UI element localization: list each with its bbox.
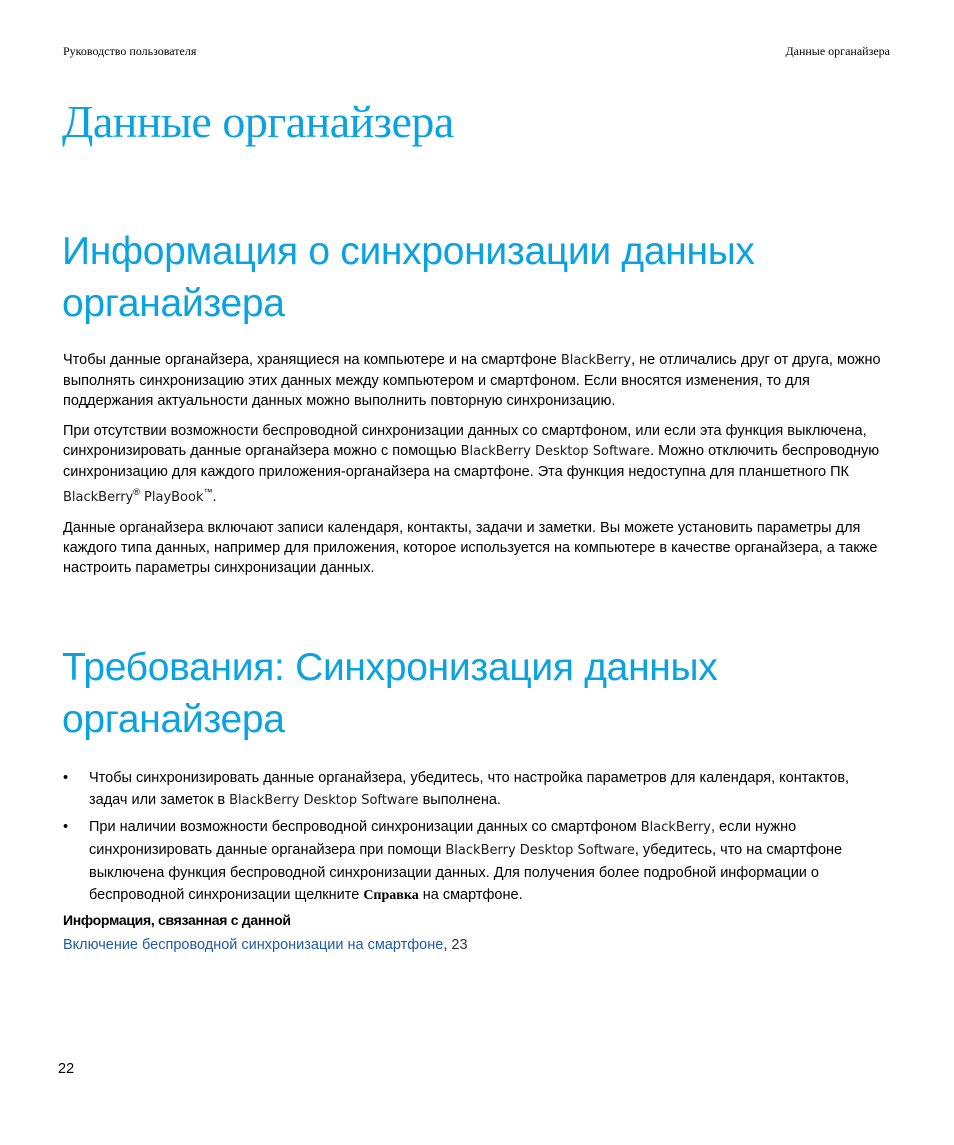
trademark-mark: ™ xyxy=(203,487,213,497)
requirements-list xyxy=(63,767,883,911)
bullet-icon: • xyxy=(63,819,69,835)
bullet-icon: • xyxy=(63,770,69,786)
product-name: BlackBerry xyxy=(640,820,711,835)
product-name: BlackBerry Desktop Software xyxy=(460,444,651,459)
text-run: Чтобы синхронизировать данные органайзера, убедитесь, что настройка параметров для календаря, контактов, задач или заметок в xyxy=(89,770,850,808)
text-run: . Можно отключить беспроводную синхронизацию для каждого приложения-органайзера на смартфоне. Эта функция недоступна для планшетного ПК xyxy=(63,443,880,480)
related-info-title: Информация, связанная с данной xyxy=(63,912,291,928)
text-run: При наличии возможности беспроводной синхронизации данных со смартфоном xyxy=(89,819,641,835)
product-name: BlackBerry xyxy=(63,489,134,505)
related-page-ref: , 23 xyxy=(443,937,468,953)
paragraph-1 xyxy=(63,350,883,411)
text-run: Чтобы данные органайзера, хранящиеся на компьютере и на смартфоне xyxy=(63,352,561,368)
text-run: , если нужно синхронизировать данные органайзера при помощи xyxy=(89,819,797,858)
running-header-right: Данные органайзера xyxy=(785,44,890,58)
text-run: . xyxy=(212,488,217,505)
product-name: BlackBerry Desktop Software xyxy=(229,793,419,808)
registered-mark: ® xyxy=(133,487,140,497)
text-run: , не отличались друг от друга, можно выполнять синхронизацию этих данных между компьютером и смартфоном. Если вносятся изменения, то для поддержания актуальности данных можно выполнить повторную синхронизацию. xyxy=(63,352,881,409)
product-name: BlackBerry Desktop Software xyxy=(445,843,635,858)
related-info-entry xyxy=(63,935,468,955)
text-run: выполнена. xyxy=(418,792,501,808)
running-header-left: Руководство пользователя xyxy=(63,44,197,58)
product-name: PlayBook xyxy=(139,489,204,505)
help-menu-label: Справка xyxy=(363,888,419,903)
text-run: При отсутствии возможности беспроводной синхронизации данных со смартфоном, или если эта функция выключена, синхронизировать данные органайзера можно с помощью xyxy=(63,423,867,459)
product-name: BlackBerry xyxy=(560,353,632,368)
section-body-sync-info xyxy=(63,350,883,588)
paragraph-2 xyxy=(63,421,883,508)
section-title-sync-info: Информация о синхронизации данных органайзера xyxy=(62,230,755,325)
chapter-title: Данные органайзера xyxy=(62,96,454,147)
related-link[interactable]: Включение беспроводной синхронизации на смартфоне xyxy=(63,937,444,953)
list-item xyxy=(63,816,883,907)
page-number: 22 xyxy=(58,1061,75,1077)
text-run: , убедитесь, что на смартфоне выключена функция беспроводной синхронизации данных. Для получения более подробной информации о беспроводной синхронизации щелкните xyxy=(89,842,843,903)
text-run: на смартфоне. xyxy=(418,887,523,903)
section-title-requirements: Требования: Синхронизация данных органайзера xyxy=(62,646,718,741)
paragraph-3: Данные органайзера включают записи календаря, контакты, задачи и заметки. Вы можете установить параметры для каждого типа данных, например для приложения, которое используется на компьютере в качестве органайзера, а также настроить параметры синхронизации данных. xyxy=(63,519,878,576)
list-item xyxy=(63,767,883,812)
